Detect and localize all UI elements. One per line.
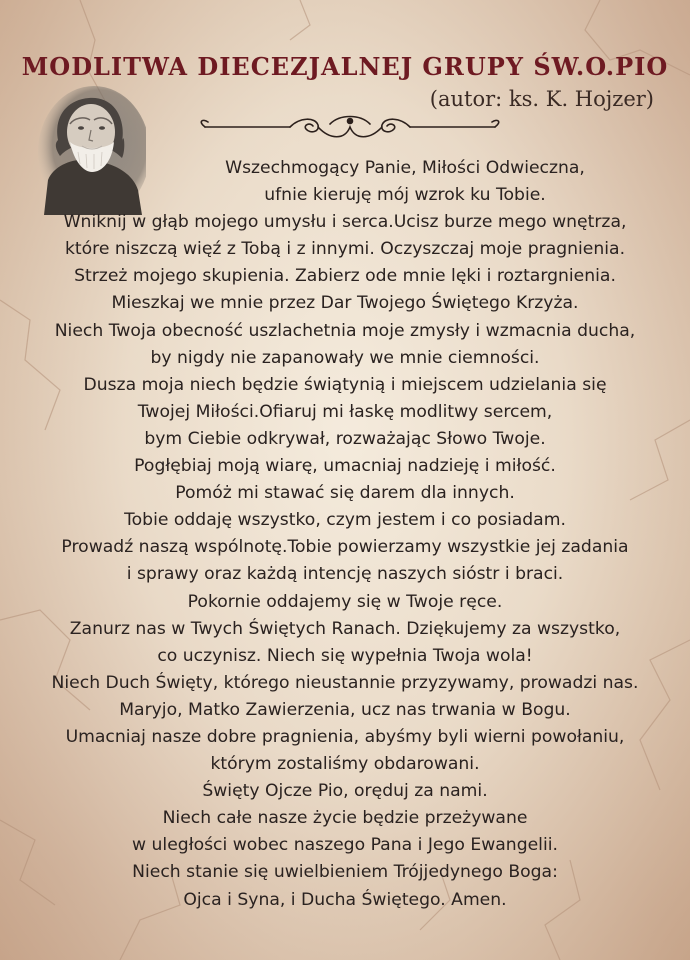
prayer-line: ufnie kieruję mój wzrok ku Tobie. (264, 185, 546, 206)
prayer-line: Wszechmogący Panie, Miłości Odwieczna, (225, 158, 585, 178)
prayer-title: MODLITWA DIECEZJALNEJ GRUPY ŚW.O.PIO (21, 52, 669, 81)
prayer-line: co uczynisz. Niech się wypełnia Twoja wola! (157, 645, 533, 666)
prayer-line: Wniknij w głąb mojego umysłu i serca.Ucisz burze mego wnętrza, (63, 212, 627, 233)
prayer-line: by nigdy nie zapanowały we mnie ciemności. (150, 347, 540, 368)
prayer-line: Strzeż mojego skupienia. Zabierz ode mnie lęki i roztargnienia. (74, 266, 616, 287)
prayer-line: Mieszkaj we mnie przez Dar Twojego Świętego Krzyża. (111, 293, 579, 314)
prayer-line: Ojca i Syna, i Ducha Świętego. Amen. (183, 889, 507, 910)
prayer-line: które niszczą więź z Tobą i z innymi. Oczyszczaj moje pragnienia. (64, 239, 626, 260)
ornamental-divider (200, 112, 500, 142)
prayer-line: Umacniaj nasze dobre pragnienia, abyśmy byli wierni powołaniu, (65, 726, 625, 747)
prayer-line: Niech stanie się uwielbieniem Trójjedynego Boga: (132, 862, 558, 883)
prayer-line: Twojej Miłości.Ofiaruj mi łaskę modlitwy sercem, (137, 401, 553, 422)
prayer-line: w uległości wobec naszego Pana i Jego Ewangelii. (132, 835, 558, 856)
prayer-line: bym Ciebie odkrywał, rozważając Słowo Twoje. (144, 428, 546, 449)
author-credit: (autor: ks. K. Hojzer) (429, 87, 654, 111)
prayer-line: Zanurz nas w Twych Świętych Ranach. Dziękujemy za wszystko, (69, 618, 621, 639)
prayer-line: Niech Twoja obecność uszlachetnia moje zmysły i wzmacnia ducha, (54, 320, 636, 341)
prayer-line: Dusza moja niech będzie świątynią i miejscem udzielania się (83, 374, 607, 395)
prayer-line: Prowadź naszą wspólnotę.Tobie powierzamy wszystkie jej zadania (61, 537, 629, 558)
prayer-line: Pogłębiaj moją wiarę, umacniaj nadzieję i miłość. (134, 456, 556, 477)
prayer-line: Niech całe nasze życie będzie przeżywane (162, 808, 528, 829)
prayer-line: Tobie oddaję wszystko, czym jestem i co posiadam. (124, 510, 566, 531)
prayer-line: i sprawy oraz każdą intencję naszych sióstr i braci. (126, 564, 564, 585)
prayer-line: Pokornie oddajemy się w Twoje ręce. (187, 591, 503, 612)
prayer-line: którym zostaliśmy obdarowani. (210, 754, 480, 775)
prayer-line: Święty Ojcze Pio, oręduj za nami. (202, 781, 488, 802)
prayer-line: Niech Duch Święty, którego nieustannie przyzywamy, prowadzi nas. (51, 672, 639, 693)
prayer-text (20, 155, 670, 914)
prayer-line: Maryjo, Matko Zawierzenia, ucz nas trwania w Bogu. (119, 699, 571, 720)
prayer-line: Pomóż mi stawać się darem dla innych. (175, 483, 515, 504)
